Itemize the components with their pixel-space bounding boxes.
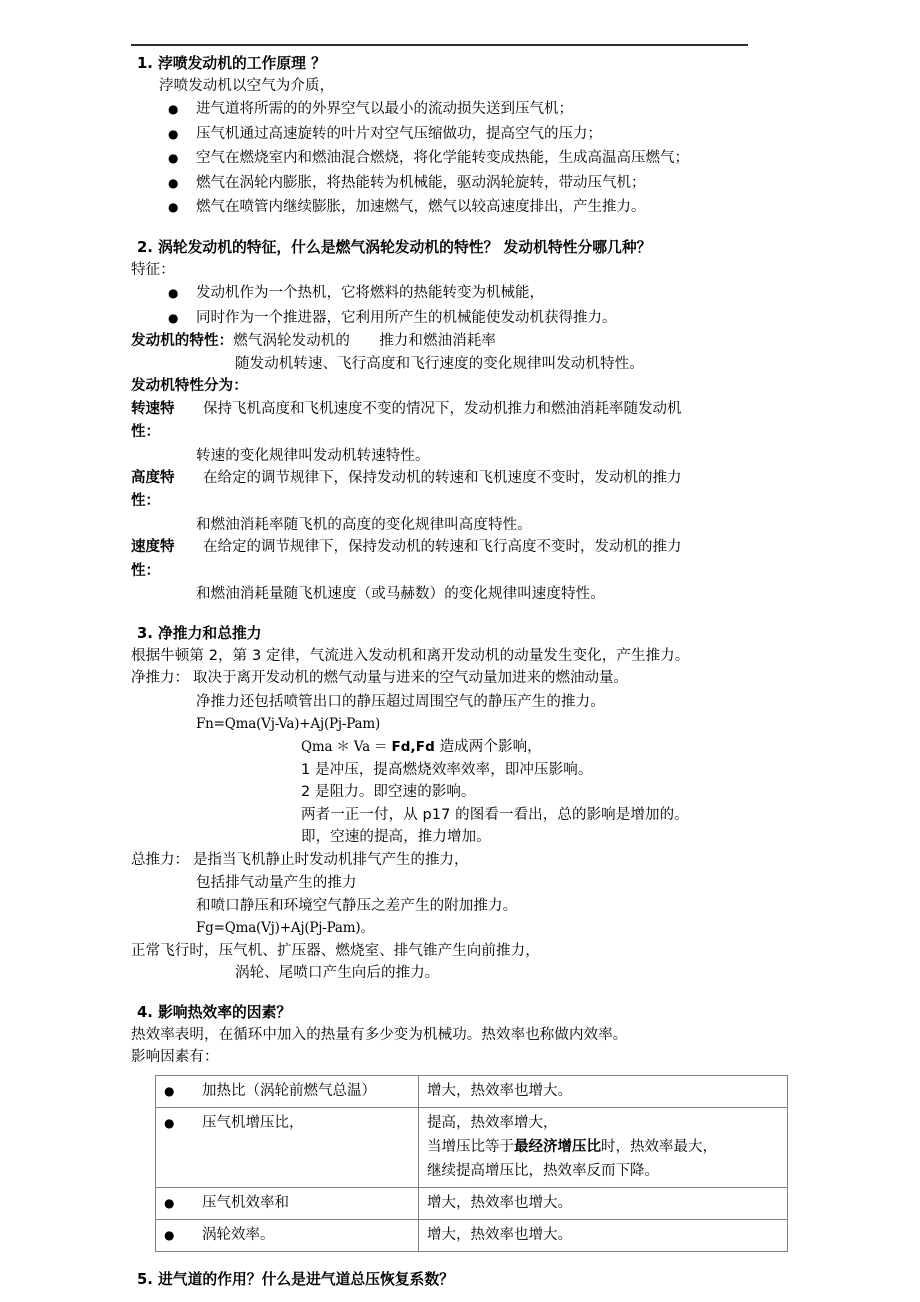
effect-text-line2 [427, 1135, 779, 1159]
question-5-title: 进气道的作用？什么是进气道总压恢复系数？ [158, 1270, 454, 1288]
question-1-number: 1. [137, 55, 153, 72]
net-thrust-label: 净推力： [131, 670, 189, 687]
bullet-icon: ● [168, 200, 179, 215]
characteristic-type-body: 在给定的调节规律下，保持发动机的转速和飞机速度不变时，发动机的推力 [203, 469, 682, 486]
characteristic-type-rotation-line2: 转速的变化规律叫发动机转速特性。 [196, 447, 430, 464]
table-row [156, 1187, 788, 1219]
section-2-characteristic-definition [131, 330, 771, 352]
question-3-heading [131, 622, 771, 645]
gross-thrust-formula: Fg=Qma(Vj)+Aj(Pj-Pam)。 [196, 920, 374, 936]
bullet-icon: ● [168, 151, 179, 166]
question-3-number: 3. [137, 624, 153, 642]
bullet-icon: ● [164, 1195, 175, 1210]
table-row [156, 1107, 788, 1187]
question-5-heading [131, 1268, 771, 1291]
gross-thrust-line1: 是指当飞机静止时发动机排气产生的推力， [193, 851, 469, 868]
effect-cell [419, 1187, 788, 1219]
list-item [131, 122, 771, 147]
section-2-feature-label: 特征： [131, 261, 175, 278]
bullet-icon: ● [164, 1115, 175, 1130]
characteristic-type-label: 转速特性： [131, 400, 175, 441]
section-1-bullet-list [131, 97, 771, 220]
effect-cell [419, 1107, 788, 1187]
list-item-text: 压气机通过高速旋转的叶片对空气压缩做功，提高空气的压力； [196, 125, 602, 142]
table-row [156, 1075, 788, 1107]
question-2-number: 2. [137, 238, 153, 256]
bullet-icon: ● [168, 126, 179, 141]
characteristic-label: 发动机的特性： [131, 333, 234, 350]
list-item-text: 发动机作为一个热机，它将燃料的热能转变为机械能， [196, 285, 544, 302]
effect-text-line1: 提高，热效率增大， [427, 1114, 558, 1131]
effect-text: 增大，热效率也增大。 [427, 1226, 572, 1243]
factor-cell [156, 1107, 419, 1187]
effect-text: 增大，热效率也增大。 [427, 1082, 572, 1099]
section-1-intro: 浡喷发动机以空气为介质， [159, 78, 335, 94]
characteristic-type-speed-line2: 和燃油消耗量随飞机速度（或马赫数）的变化规律叫速度特性。 [196, 586, 605, 603]
characteristic-type-label: 高度特性： [131, 469, 175, 510]
characteristic-line1: 燃气涡轮发动机的 推力和燃油消耗率 [233, 333, 497, 350]
list-item [131, 146, 771, 171]
characteristic-type-altitude [131, 467, 771, 514]
question-4-number: 4. [137, 1003, 153, 1021]
factor-text: 加热比（涡轮前燃气总温） [202, 1082, 376, 1099]
question-2-title: 涡轮发动机的特征，什么是燃气涡轮发动机的特性？ 发动机特性分哪几种？ [158, 238, 652, 256]
effect-text: 增大，热效率也增大。 [427, 1194, 572, 1211]
bullet-icon: ● [168, 286, 179, 301]
effect-cell [419, 1219, 788, 1251]
section-2-characteristic-line2: 随发动机转速、飞行高度和飞行速度的变化规律叫发动机特性。 [235, 355, 644, 372]
question-3-title: 净推力和总推力 [158, 624, 262, 642]
section-2-divide-label: 发动机特性分为： [131, 378, 248, 395]
ram-effect-line2: 1 是冲压，提高燃烧效率效率，即冲压影响。 [301, 762, 593, 779]
effect-line2-suffix: 时，热效率最大， [601, 1138, 717, 1155]
thermal-efficiency-line1: 热效率表明，在循环中加入的热量有多少变为机械功。热效率也称做内效率。 [131, 1026, 628, 1043]
list-item [131, 306, 771, 331]
net-thrust-line1: 取决于离开发动机的燃气动量与进来的空气动量加进来的燃油动量。 [193, 670, 628, 687]
thermal-efficiency-factors-table [155, 1075, 788, 1252]
list-item-text: 燃气在喷管内继续膨胀，加速燃气，燃气以较高速度排出，产生推力。 [196, 199, 646, 216]
bullet-icon: ● [168, 102, 179, 117]
effect-text-line3: 继续提高增压比，热效率反而下降。 [427, 1162, 659, 1179]
factor-text: 涡轮效率。 [202, 1226, 275, 1243]
effect-cell [419, 1075, 788, 1107]
net-thrust-line2: 净推力还包括喷管出口的静压超过周围空气的静压产生的推力。 [196, 693, 605, 710]
ram-effect-line5: 即，空速的提高，推力增加。 [301, 829, 491, 846]
normal-flight-line1: 正常飞行时，压气机、扩压器、燃烧室、排气锥产生向前推力， [131, 943, 540, 959]
question-5-number: 5. [137, 1270, 153, 1288]
bullet-icon: ● [168, 310, 179, 325]
factor-cell [156, 1187, 419, 1219]
question-1-heading [131, 52, 771, 75]
effect-line2-prefix: 当增压比等于 [427, 1138, 514, 1155]
factor-cell [156, 1219, 419, 1251]
list-item [131, 97, 771, 122]
bullet-icon: ● [164, 1083, 175, 1098]
gross-thrust-label: 总推力： [131, 851, 189, 868]
factor-text: 压气机效率和 [202, 1194, 289, 1211]
characteristic-type-rotation [131, 398, 771, 445]
net-thrust-definition [131, 667, 771, 691]
list-item-text: 进气道将所需的的外界空气以最小的流动损失送到压气机； [196, 101, 573, 118]
table-body [156, 1075, 788, 1251]
list-item [131, 281, 771, 306]
ram-effect-expression: Qma ＊ Va ＝ [301, 739, 392, 756]
ram-effect-line3: 2 是阻力。即空速的影响。 [301, 784, 476, 801]
question-4-heading [131, 1001, 771, 1024]
ram-effect-suffix: 造成两个影响， [434, 739, 542, 756]
list-item [131, 195, 771, 220]
header-rule [131, 44, 748, 46]
ram-effect-fd: Fd,Fd [391, 739, 435, 756]
question-4-title: 影响热效率的因素？ [158, 1003, 292, 1021]
list-item-text: 同时作为一个推进器，它利用所产生的机械能使发动机获得推力。 [196, 309, 617, 326]
bullet-icon: ● [168, 175, 179, 190]
section-2-bullet-list [131, 281, 771, 330]
characteristic-type-label: 速度特性： [131, 539, 175, 579]
factor-text: 压气机增压比， [202, 1114, 304, 1131]
list-item [131, 171, 771, 196]
effect-line2-emphasis: 最经济增压比 [514, 1138, 601, 1155]
characteristic-type-altitude-line2: 和燃油消耗率随飞机的高度的变化规律叫高度特性。 [196, 516, 532, 533]
characteristic-type-body: 在给定的调节规律下，保持发动机的转速和飞行高度不变时，发动机的推力 [203, 539, 682, 556]
bullet-icon: ● [164, 1227, 175, 1242]
document-content [131, 44, 771, 1291]
net-thrust-formula: Fn=Qma(Vj-Va)+Aj(Pj-Pam) [196, 716, 381, 733]
characteristic-type-speed [131, 536, 771, 583]
list-item-text: 燃气在涡轮内膨胀，将热能转为机械能，驱动涡轮旋转，带动压气机； [196, 174, 646, 191]
ram-effect-line4: 两者一正一付，从 p17 的图看一看出，总的影响是增加的。 [301, 806, 689, 823]
gross-thrust-definition [131, 849, 771, 873]
table-row [156, 1219, 788, 1251]
ram-effect-line1 [301, 736, 771, 759]
gross-thrust-line3: 和喷口静压和环境空气静压之差产生的附加推力。 [196, 897, 518, 914]
normal-flight-line2: 涡轮、尾喷口产生向后的推力。 [235, 965, 440, 982]
question-2-heading [131, 236, 771, 259]
section-3-newton-line: 根据牛顿第 2，第 3 定律，气流进入发动机和离开发动机的动量发生变化，产生推力。 [131, 647, 690, 664]
factor-cell [156, 1075, 419, 1107]
thermal-efficiency-line2: 影响因素有： [131, 1049, 219, 1066]
question-1-title: 浡喷发动机的工作原理 ？ [158, 55, 326, 72]
gross-thrust-line2: 包括排气动量产生的推力 [196, 875, 357, 892]
characteristic-type-body: 保持飞机高度和飞机速度不变的情况下，发动机推力和燃油消耗率随发动机 [203, 400, 682, 417]
list-item-text: 空气在燃烧室内和燃油混合燃烧，将化学能转变成热能，生成高温高压燃气； [196, 150, 689, 167]
